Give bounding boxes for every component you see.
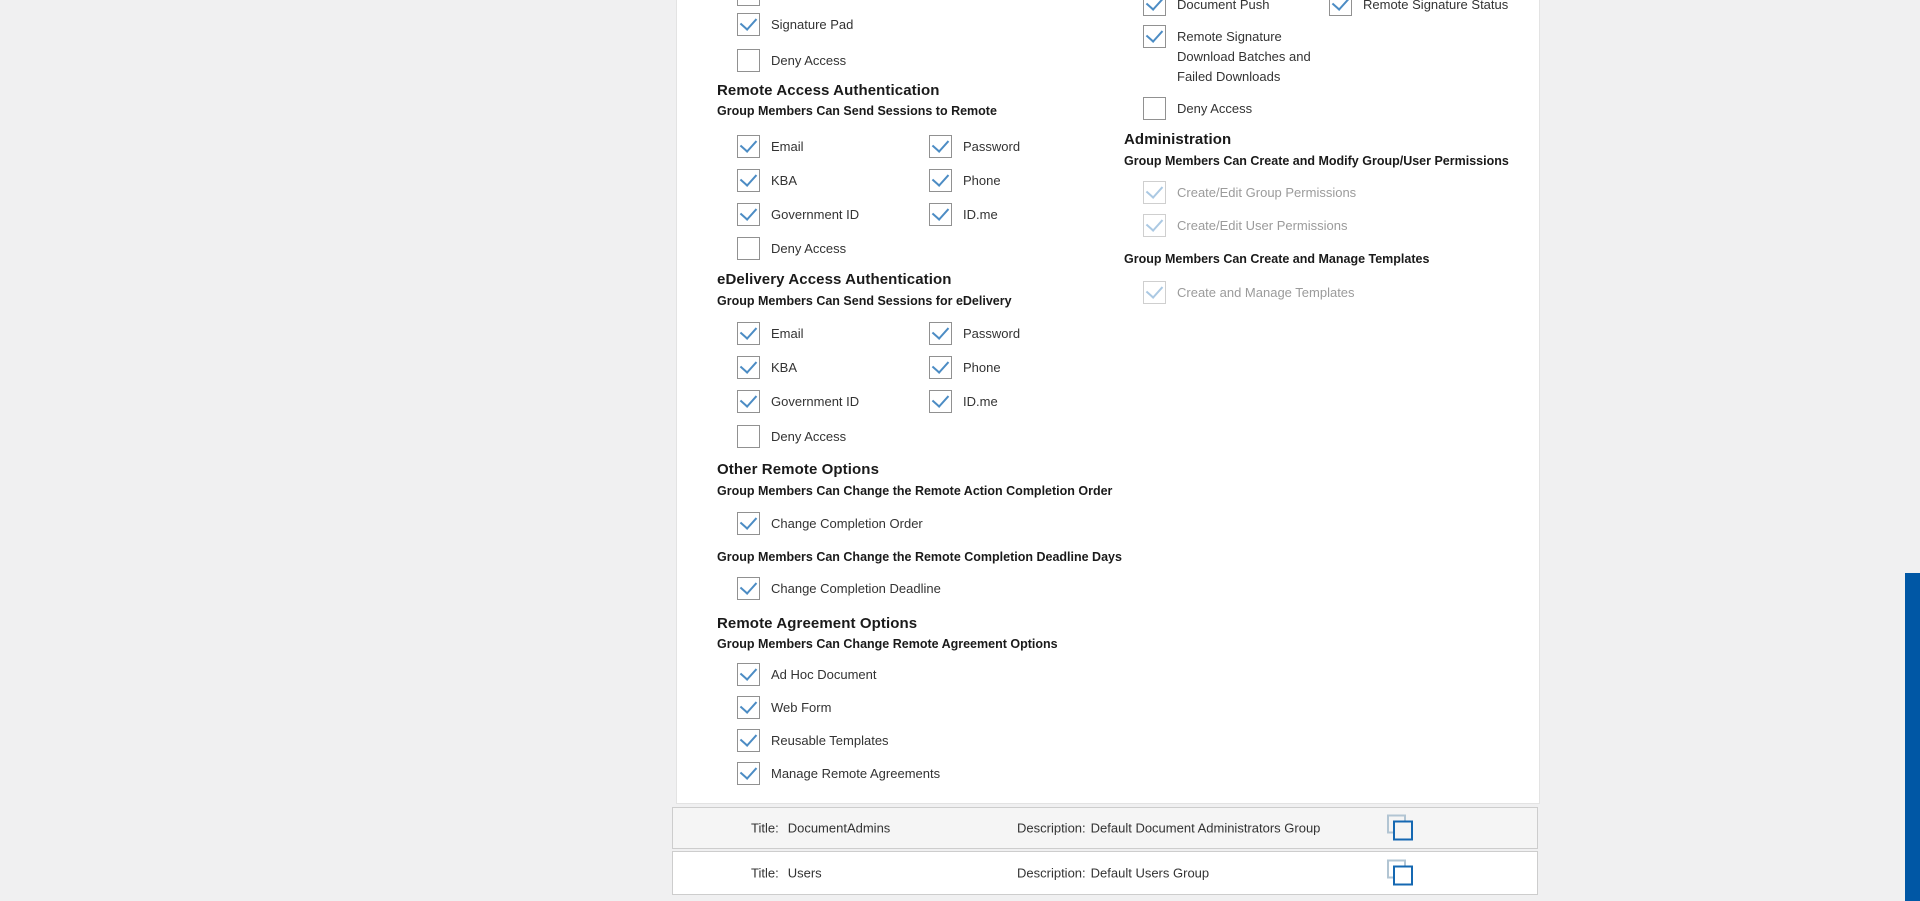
create-edit-group-permissions-row [1143,181,1356,204]
checkbox-label: Remote Signature Download Batches and Failed Downloads [1177,29,1311,84]
change-completion-order-row [737,512,923,535]
description-label: Description: [1017,865,1086,881]
password-row [929,135,1020,158]
deny-access-row [737,49,846,72]
signature-pad-row [737,13,853,36]
section-subtitle-remote-access: Group Members Can Send Sessions to Remote [717,104,997,118]
checkbox-change-completion-order[interactable] [737,512,760,535]
checkmark-icon [740,762,757,780]
section-title-edelivery: eDelivery Access Authentication [717,271,952,288]
checkbox-phone[interactable] [929,169,952,192]
group-list-item-users[interactable] [672,851,1538,895]
checkbox-create-manage-templates [1143,281,1166,304]
checkbox-deny-access[interactable] [1143,97,1166,120]
checkbox-label: Phone [963,360,1001,375]
checkbox-label: Government ID [771,394,860,409]
checkmark-icon [932,203,949,221]
checkbox-label: Deny Access [771,429,847,444]
checkbox-label: KBA [771,173,798,188]
checkbox-label: Phone [963,173,1001,188]
checkmark-icon [740,13,757,31]
checkbox-label: Change Completion Deadline [771,581,941,596]
create-manage-templates-row [1143,281,1355,304]
description-label: Description: [1017,820,1086,836]
checkmark-icon [1146,281,1163,299]
checkbox-label: Create and Manage Templates [1177,285,1355,300]
checkmark-icon [932,322,949,340]
checkbox-remote-signature-status[interactable] [1329,0,1352,16]
phone-row [929,356,1001,379]
government-id-row [737,390,859,413]
checkbox-label: Reusable Templates [771,733,889,748]
checkbox-label: Signature Pad [771,17,854,32]
checkmark-icon [932,356,949,374]
section-subtitle-remote-agreement: Group Members Can Change Remote Agreement Options [717,637,1058,651]
checkmark-icon [740,322,757,340]
checkbox-web-form[interactable] [737,696,760,719]
checkmark-icon [1146,0,1163,11]
checkbox-change-completion-deadline[interactable] [737,577,760,600]
checkbox-label: Deny Access [1177,101,1253,116]
partial-checkbox-row [737,0,760,6]
checkbox-label: Web Form [771,700,832,715]
checkbox-manage-remote-agreements[interactable] [737,762,760,785]
checkmark-icon [932,390,949,408]
checkbox-deny-access[interactable] [737,425,760,448]
checkbox-kba[interactable] [737,169,760,192]
group-list-item-documentadmins[interactable] [672,807,1538,849]
deny-access-row [1143,97,1252,120]
section-subtitle-edelivery: Group Members Can Send Sessions for eDelivery [717,294,1012,308]
government-id-row [737,203,859,226]
checkmark-icon [1146,181,1163,199]
checkbox-signature-pad[interactable] [737,13,760,36]
checkbox-email[interactable] [737,322,760,345]
checkbox-password[interactable] [929,135,952,158]
checkbox-label: Government ID [771,207,860,222]
group-title [751,821,890,836]
checkbox-label: Password [963,139,1021,154]
checkmark-icon [740,663,757,681]
checkbox-label: Create/Edit User Permissions [1177,218,1348,233]
checkbox-label: Document Push [1177,0,1270,12]
checkmark-icon [1146,214,1163,232]
checkmark-icon [932,169,949,187]
password-row [929,322,1020,345]
web-form-row [737,696,831,719]
title-value: Users [787,865,822,881]
group-description [1017,866,1209,881]
checkbox-label: KBA [771,360,798,375]
checkbox-idme[interactable] [929,203,952,226]
ad-hoc-document-row [737,663,877,686]
copy-icon-front-page [1393,821,1413,841]
section-subtitle-deadline-days: Group Members Can Change the Remote Completion Deadline Days [717,550,1122,564]
checkmark-icon [1146,25,1163,43]
checkmark-icon [1332,0,1349,11]
remote-signature-status-row [1329,0,1508,16]
manage-remote-agreements-row [737,762,940,785]
kba-row [737,169,797,192]
checkbox-government-id[interactable] [737,390,760,413]
copy-icon[interactable] [1387,860,1414,887]
description-value: Default Document Administrators Group [1090,820,1321,836]
section-subtitle-group-user-permissions: Group Members Can Create and Modify Group/User Permissions [1124,154,1509,168]
group-permissions-panel [676,0,1540,804]
checkbox-partial[interactable] [737,0,760,6]
checkbox-create-edit-user-permissions [1143,214,1166,237]
document-push-row [1143,0,1270,16]
checkbox-idme[interactable] [929,390,952,413]
checkbox-label: Manage Remote Agreements [771,766,941,781]
deny-access-row [737,425,846,448]
checkbox-label: Remote Signature Status [1363,0,1509,12]
email-row [737,135,804,158]
title-label: Title: [751,820,779,836]
checkbox-label: Deny Access [771,241,847,256]
checkmark-icon [932,135,949,153]
phone-row [929,169,1001,192]
email-row [737,322,804,345]
checkbox-label: Ad Hoc Document [771,667,877,682]
idme-row [929,390,998,413]
section-subtitle-manage-templates: Group Members Can Create and Manage Templates [1124,252,1430,266]
title-value: DocumentAdmins [787,820,891,836]
copy-icon-front-page [1393,866,1413,886]
checkmark-icon [740,696,757,714]
checkbox-deny-access[interactable] [737,237,760,260]
checkbox-phone[interactable] [929,356,952,379]
checkbox-label: ID.me [963,207,998,222]
group-description [1017,821,1320,836]
checkbox-reusable-templates[interactable] [737,729,760,752]
checkbox-label: Email [771,139,804,154]
checkbox-label: Email [771,326,804,341]
checkmark-icon [740,577,757,595]
checkbox-label: Deny Access [771,53,847,68]
kba-row [737,356,797,379]
checkbox-label: Password [963,326,1021,341]
checkbox-ad-hoc-document[interactable] [737,663,760,686]
remote-signature-download-row [1143,25,1327,87]
description-value: Default Users Group [1090,865,1210,881]
checkbox-password[interactable] [929,322,952,345]
checkbox-remote-signature-download[interactable] [1143,25,1166,48]
checkbox-deny-access[interactable] [737,49,760,72]
checkbox-label: Create/Edit Group Permissions [1177,185,1357,200]
section-subtitle-completion-order: Group Members Can Change the Remote Action Completion Order [717,484,1113,498]
checkmark-icon [740,729,757,747]
checkmark-icon [740,512,757,530]
create-edit-user-permissions-row [1143,214,1348,237]
checkbox-kba[interactable] [737,356,760,379]
checkbox-email[interactable] [737,135,760,158]
section-title-remote-access: Remote Access Authentication [717,82,940,99]
checkbox-document-push[interactable] [1143,0,1166,16]
group-title [751,866,822,881]
checkbox-label: Change Completion Order [771,516,923,531]
deny-access-row [737,237,846,260]
section-title-other-remote: Other Remote Options [717,461,880,478]
checkbox-create-edit-group-permissions [1143,181,1166,204]
checkmark-icon [740,203,757,221]
change-completion-deadline-row [737,577,941,600]
scrollbar-thumb[interactable] [1905,573,1920,901]
idme-row [929,203,998,226]
checkmark-icon [740,169,757,187]
reusable-templates-row [737,729,889,752]
checkmark-icon [740,135,757,153]
title-label: Title: [751,865,779,881]
copy-icon[interactable] [1387,815,1414,842]
checkmark-icon [740,390,757,408]
section-title-administration: Administration [1124,131,1232,148]
checkmark-icon [740,356,757,374]
checkbox-government-id[interactable] [737,203,760,226]
section-title-remote-agreement: Remote Agreement Options [717,615,918,632]
checkbox-label: ID.me [963,394,998,409]
